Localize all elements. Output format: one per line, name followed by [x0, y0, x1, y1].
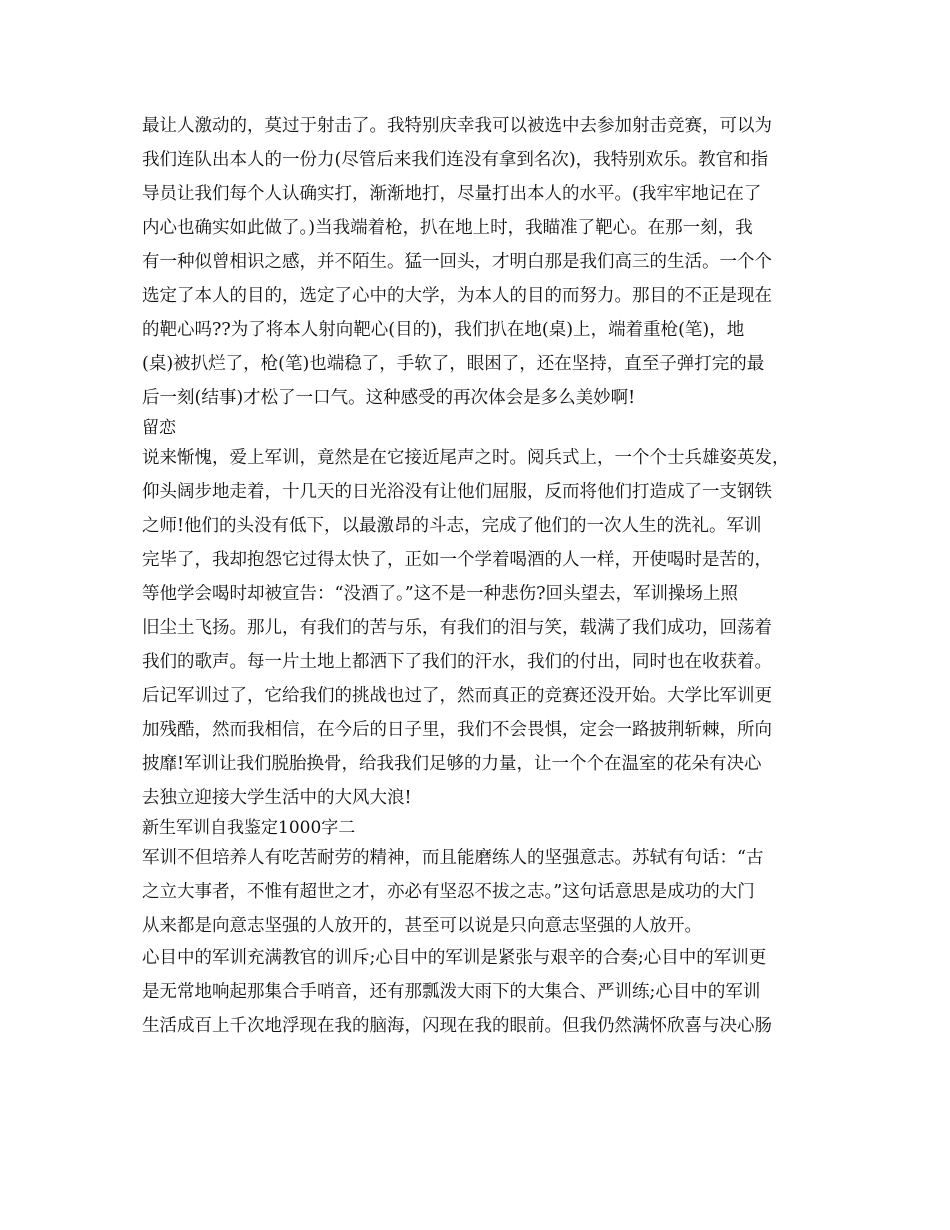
text-line: 内心也确实如此做了。)当我端着枪，扒在地上时，我瞄准了靶心。在那一刻，我 [142, 218, 753, 238]
text-line: 加残酷，然而我相信，在今后的日子里，我们不会畏惧，定会一路披荆斩棘，所向 [142, 720, 772, 740]
section-heading: 留恋 [142, 418, 176, 438]
text-line: 旧尘土飞扬。那儿，有我们的苦与乐，有我们的泪与笑，载满了我们成功，回荡着 [142, 618, 772, 638]
text-line: 完毕了，我却抱怨它过得太快了，正如一个学着喝酒的人一样，开使喝时是苦的， [142, 550, 772, 570]
text-line: 导员让我们每个人认确实打，渐渐地打，尽量打出本人的水平。(我牢牢地记在了 [142, 184, 762, 204]
text-line: 说来惭愧，爱上军训，竟然是在它接近尾声之时。阅兵式上，一个个士兵雄姿英发， [142, 448, 790, 468]
text-line: 心目中的军训充满教官的训斥;心目中的军训是紧张与艰辛的合奏;心目中的军训更 [142, 948, 767, 968]
text-line: 有一种似曾相识之感，并不陌生。猛一回头，才明白那是我们高三的生活。一个个 [142, 252, 772, 272]
text-line: 选定了本人的目的，选定了心中的大学，为本人的目的而努力。那目的不正是现在 [142, 286, 772, 306]
text-line: 披靡!军训让我们脱胎换骨，给我我们足够的力量，让一个个在温室的花朵有决心 [142, 754, 762, 774]
text-line: 等他学会喝时却被宣告：“没酒了。”这不是一种悲伤?回头望去，军训操场上照 [142, 584, 739, 604]
text-line: 是无常地响起那集合手哨音，还有那瓢泼大雨下的大集合、严训练;心目中的军训 [142, 982, 761, 1002]
text-line: 我们连队出本人的一份力(尽管后来我们连没有拿到名次)，我特别欢乐。教官和指 [142, 150, 769, 170]
section-heading: 新生军训自我鉴定1000字二 [142, 818, 356, 838]
text-line: 生活成百上千次地浮现在我的脑海，闪现在我的眼前。但我仍然满怀欣喜与决心肠 [142, 1016, 772, 1036]
text-line: 后一刻(结事)才松了一口气。这种感受的再次体会是多么美妙啊! [142, 388, 636, 408]
text-line: 去独立迎接大学生活中的大风大浪! [142, 788, 412, 808]
text-line: (桌)被扒烂了，枪(笔)也端稳了，手软了，眼困了，还在坚持，直至子弹打完的最 [142, 354, 765, 374]
text-line: 我们的歌声。每一片土地上都洒下了我们的汗水，我们的付出，同时也在收获着。 [142, 652, 772, 672]
text-line: 仰头阔步地走着，十几天的日光浴没有让他们屈服，反而将他们打造成了一支钢铁 [142, 482, 772, 502]
text-line: 后记军训过了，它给我们的挑战也过了，然而真正的竞赛还没开始。大学比军训更 [142, 686, 772, 706]
text-line: 从来都是向意志坚强的人放开的，甚至可以说是只向意志坚强的人放开。 [142, 916, 702, 936]
text-line: 军训不但培养人有吃苦耐劳的精神，而且能磨练人的坚强意志。苏轼有句话：“古 [142, 848, 764, 868]
text-line: 的靶心吗??为了将本人射向靶心(目的)，我们扒在地(桌)上，端着重枪(笔)，地 [142, 320, 745, 340]
text-line: 之师!他们的头没有低下，以最激昂的斗志，完成了他们的一次人生的洗礼。军训 [142, 516, 762, 536]
text-line: 最让人激动的，莫过于射击了。我特别庆幸我可以被选中去参加射击竞赛，可以为 [142, 116, 772, 136]
text-line: 之立大事者，不惟有超世之才，亦必有坚忍不拔之志。”这句话意思是成功的大门 [142, 882, 755, 902]
